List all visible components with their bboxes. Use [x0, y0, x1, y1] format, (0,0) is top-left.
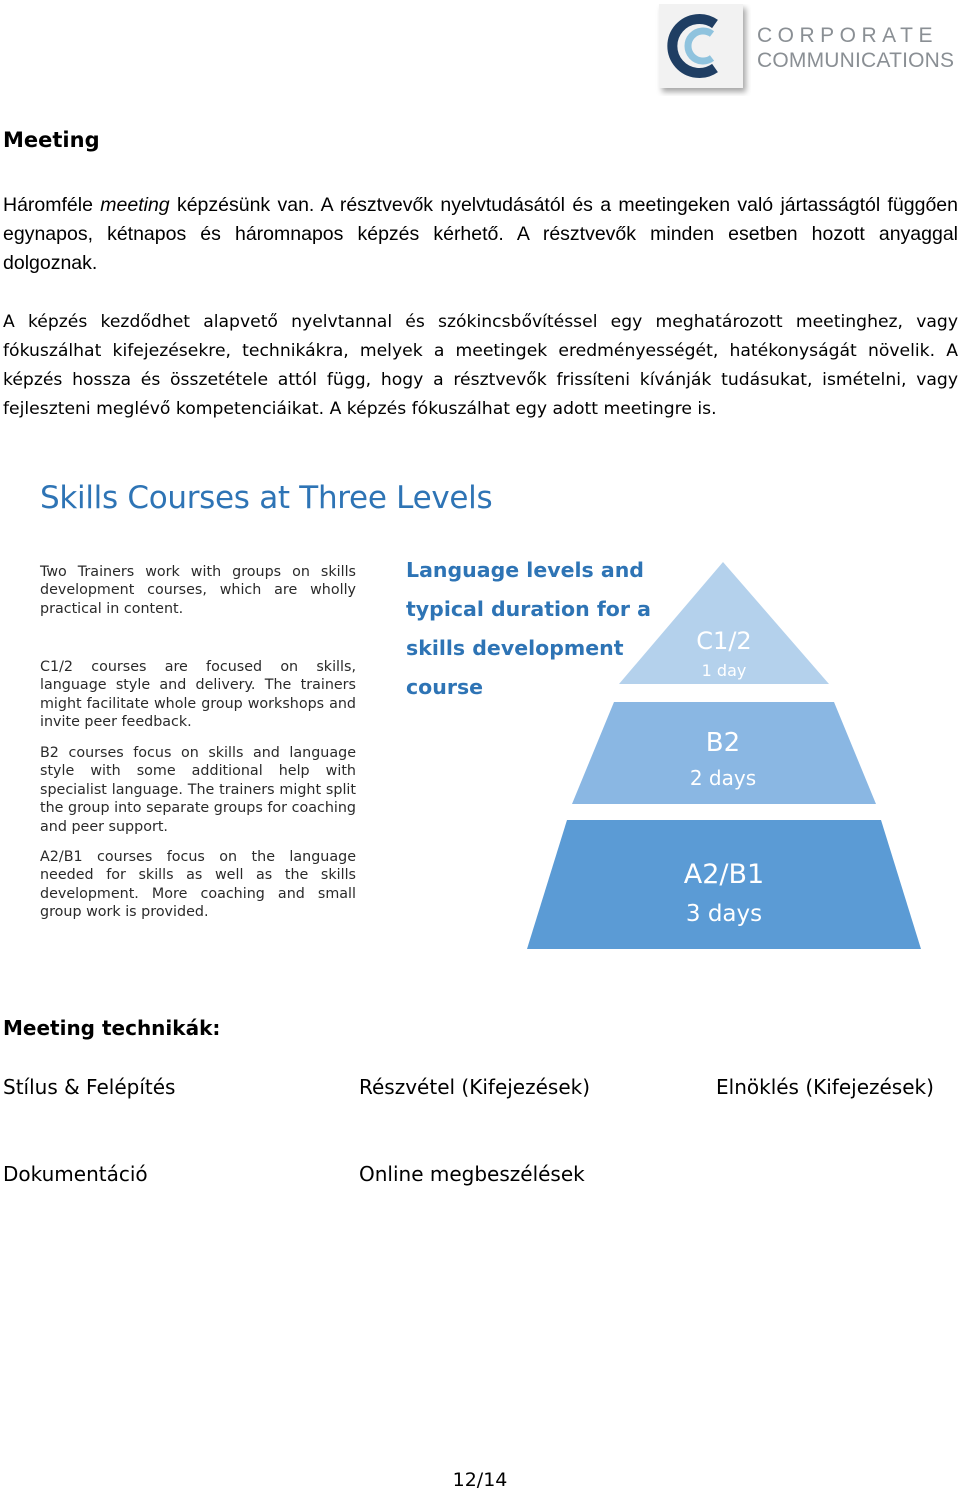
pyramid-heading-line: course [406, 675, 484, 699]
intro-emphasis: meeting [100, 194, 170, 216]
corporate-communications-logo-icon [655, 4, 751, 96]
level-pyramid [520, 555, 930, 955]
technique-item: Dokumentáció [3, 1162, 148, 1186]
company-logo [655, 4, 960, 96]
course-description-b2: B2 courses focus on skills and language style with some additional help with specialist language. The trainers might split the group into separate groups for coaching and peer support. [40, 745, 356, 835]
intro-text-start: Háromféle [3, 194, 101, 216]
course-description-c12: C1/2 courses are focused on skills, language style and delivery. The trainers might facilitate whole group workshops and invite peer feedback. [40, 659, 356, 731]
pyramid-heading-line: Language levels and [406, 558, 644, 582]
course-description-a2b1: A2/B1 courses focus on the language needed for skills as well as the skills development. More coaching and small group work is provided. [40, 849, 356, 921]
intro-text-end: képzésünk van. A résztvevők nyelvtudásától és a meetingeken való jártasságtól függően egynapos, kétnapos és háromnapos képzés kérhető. A résztvevők minden esetben hozott anyaggal dolgoznak. [3, 194, 958, 274]
tier-level-b2: B2 [705, 728, 741, 758]
technique-item: Stílus & Felépítés [3, 1075, 176, 1099]
technique-item: Részvétel (Kifejezések) [359, 1075, 591, 1099]
techniques-title: Meeting technikák: [3, 1016, 221, 1040]
tier-level-a2b1: A2/B1 [683, 859, 765, 890]
figure-title: Skills Courses at Three Levels [40, 480, 493, 516]
logo-text-line1: CORPORATE [757, 24, 938, 47]
logo-text-line2: COMMUNICATIONS [757, 49, 955, 72]
intro-paragraph [3, 191, 958, 278]
pyramid-heading-line: typical duration for a [406, 597, 651, 621]
page-number: 12/14 [452, 1469, 508, 1491]
tier-level-c12: C1/2 [696, 627, 752, 655]
technique-item: Online megbeszélések [359, 1162, 585, 1186]
technique-item: Elnöklés (Kifejezések) [716, 1075, 934, 1099]
tier-duration-a2b1: 3 days [685, 901, 763, 927]
course-description-intro: Two Trainers work with groups on skills development courses, which are wholly practical in content. [40, 564, 356, 617]
pyramid-heading-line: skills development [406, 636, 624, 660]
detail-paragraph: A képzés kezdődhet alapvető nyelvtannal és szókincsbővítéssel egy meghatározott meetinghez, vagy fókuszálhat kifejezésekre, technikákra, melyek a meetingek eredményességét, hatékonyságát növelik. A képzés hossza és összetétele attól függ, hogy a résztvevők frissíteni kívánják tudásukat, ismételni, vagy fejleszteni meglévő kompetenciáikat. A képzés fókuszálhat egy adott meetingre is. [3, 312, 958, 419]
section-title: Meeting [3, 128, 100, 152]
tier-duration-b2: 2 days [689, 766, 757, 790]
tier-duration-c12: 1 day [701, 661, 747, 680]
